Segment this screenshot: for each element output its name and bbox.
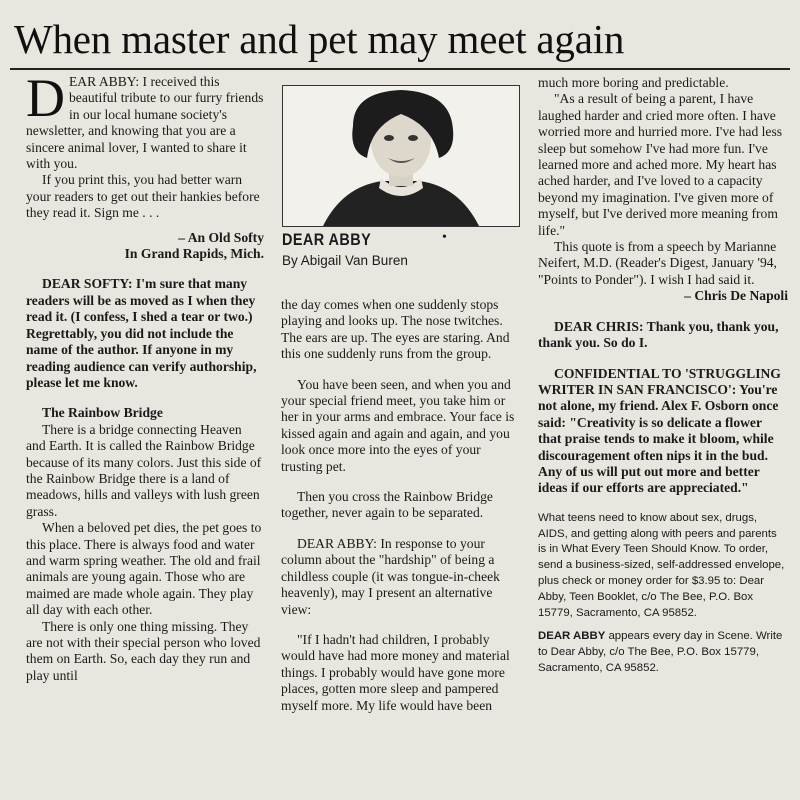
signature-1b: In Grand Rapids, Mich. bbox=[124, 246, 264, 262]
drop-cap: D bbox=[26, 74, 65, 128]
headline-rule bbox=[10, 68, 790, 70]
signature-chris: – Chris De Napoli bbox=[684, 288, 788, 304]
col2-p5: "If I hadn't had children, I probably would have had more money and material things. I probably would have gone more places, gotten more sleep and pampered myself more. My life would have been bbox=[281, 631, 510, 713]
confidential: CONFIDENTIAL TO 'STRUGGLING WRITER IN SAN FRANCISCO': You're not alone, my friend. Alex F. Osborn once said: "Creativity is so delicate a flower that praise tends to make it bloom, while discouragement often nips it in the bud. Any of us will put out more and better ideas if our efforts are appreciated." bbox=[538, 365, 781, 496]
headline: When master and pet may meet again bbox=[14, 16, 625, 62]
column-1 bbox=[26, 74, 264, 684]
col2-p3: Then you cross the Rainbow Bridge together, never again to be separated. bbox=[281, 489, 493, 521]
rainbow-p3: There is only one thing missing. They are not with their special person who loved them on Earth. So, each day they run and play until bbox=[26, 618, 261, 683]
column-footer bbox=[538, 629, 788, 676]
col2-p1: the day comes when one suddenly stops playing and looks up. The nose twitches. The ears are up. The eyes are staring. And this one suddenly runs from the group. bbox=[281, 297, 510, 362]
letter-1-text: EAR ABBY: I received this beautiful tribute to our furry friends in our local humane society's newsletter, and knowing that you are a sincere animal lover, I wanted to share it with you. bbox=[26, 74, 264, 172]
rainbow-p1: There is a bridge connecting Heaven and Earth. It is called the Rainbow Bridge because of its many colors. Just this side of the Rainbow Bridge there is a land of meadows, hills and valleys with lush green grass. bbox=[26, 421, 262, 519]
bullet-icon: • bbox=[442, 230, 447, 245]
reply-chris: DEAR CHRIS: Thank you, thank you, thank you. So do I. bbox=[538, 318, 779, 351]
rainbow-title: The Rainbow Bridge bbox=[42, 405, 163, 421]
portrait-icon bbox=[283, 86, 519, 226]
column-3 bbox=[538, 75, 788, 677]
column-2 bbox=[281, 297, 521, 714]
reply-softy: DEAR SOFTY: I'm sure that many readers will be as moved as I when they read it. (I confess, I shed a tear or two.) Regrettably, you did not include the name of the author. If anyone in my reading audience can verify authorship, please let me know. bbox=[26, 276, 257, 390]
letter-1-p2: If you print this, you had better warn your readers to get out their hankies before they read it. Sign me . . . bbox=[26, 172, 260, 221]
col3-p3: This quote is from a speech by Marianne Neifert, M.D. (Reader's Digest, January '94, "Points to Ponder"). I wish I had said it. bbox=[538, 239, 777, 287]
abby-photo bbox=[282, 85, 520, 227]
byline: By Abigail Van Buren bbox=[282, 253, 408, 268]
teen-booklet-note: What teens need to know about sex, drugs, AIDS, and getting along with peers and parents is in What Every Teen Should Know. To order, send a business-sized, self-addressed envelope, plus check or money order for $3.95 to: Dear Abby, Teen Booklet, c/o The Bee, P.O. Box 15779, Sacramento, CA 95852. bbox=[538, 511, 785, 619]
letter-1 bbox=[26, 74, 264, 172]
col3-p2: "As a result of being a parent, I have laughed harder and cried more often. I have worried more and hurried more. I've had less sleep but somehow I've had more fun. I've learned more and ached more. My heart has ached harder, and I've loved to a capacity beyond my imagination. I've given more of myself, but I've derived more meaning from life." bbox=[538, 91, 783, 238]
rainbow-p2: When a beloved pet dies, the pet goes to this place. There is always food and water and warm spring weather. The old and frail animals are young again. Those who are maimed are made whole again. They play all day with each other. bbox=[26, 520, 262, 618]
footer-bold: DEAR ABBY bbox=[538, 630, 606, 643]
col2-p2: You have been seen, and when you and your special friend meet, you take him or her in your arms and embrace. Your face is kissed again and again and again, and you look once more into the eyes of your trusting pet. bbox=[281, 376, 515, 474]
signature-1a: – An Old Softy bbox=[178, 229, 264, 245]
footer-text: appears every day in Scene. Write to Dear Abby, c/o The Bee, P.O. Box 15779, Sacramento, CA 95852. bbox=[538, 630, 783, 674]
dear-abby-logo: DEAR ABBY bbox=[282, 230, 372, 249]
col2-p4: DEAR ABBY: In response to your column about the "hardship" of being a childless couple (it was tongue-in-cheek heavenly), may I present an alternative view: bbox=[281, 535, 500, 617]
col3-p1: much more boring and predictable. bbox=[538, 75, 729, 90]
byline-box bbox=[282, 230, 518, 270]
